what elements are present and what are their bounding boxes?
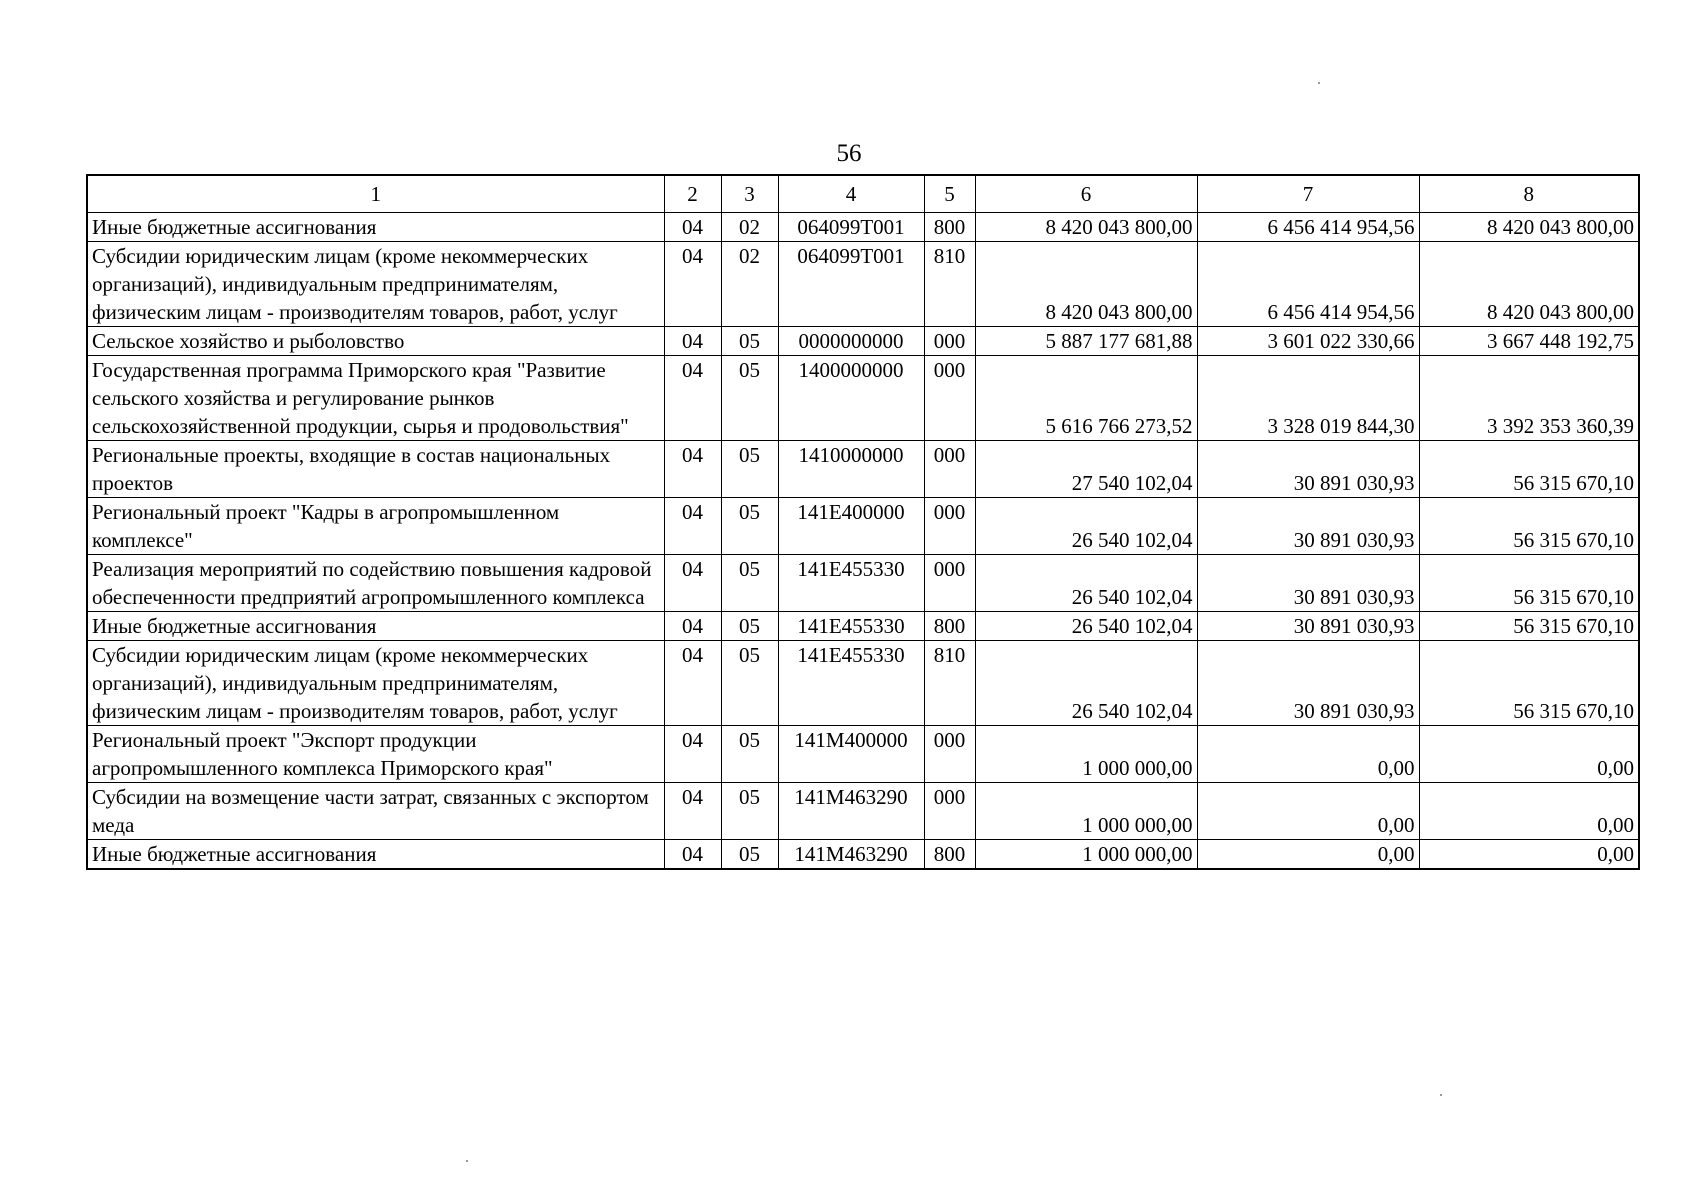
row-amount-7: 30 891 030,93 bbox=[1197, 555, 1419, 612]
row-amount-8: 3 667 448 192,75 bbox=[1419, 327, 1639, 356]
row-amount-8: 56 315 670,10 bbox=[1419, 641, 1639, 726]
row-amount-8: 56 315 670,10 bbox=[1419, 612, 1639, 641]
row-subsection: 05 bbox=[721, 356, 778, 441]
header-col-6: 6 bbox=[975, 175, 1197, 213]
table-row bbox=[87, 242, 1639, 327]
table-row bbox=[87, 783, 1639, 840]
row-section: 04 bbox=[664, 641, 721, 726]
row-amount-6: 5 616 766 273,52 bbox=[975, 356, 1197, 441]
row-target-article: 141Е455330 bbox=[778, 641, 924, 726]
row-expense-type: 810 bbox=[924, 641, 975, 726]
row-amount-6: 26 540 102,04 bbox=[975, 612, 1197, 641]
row-section: 04 bbox=[664, 498, 721, 555]
row-expense-type: 000 bbox=[924, 783, 975, 840]
header-col-1: 1 bbox=[87, 175, 664, 213]
table-row bbox=[87, 356, 1639, 441]
row-amount-6: 1 000 000,00 bbox=[975, 783, 1197, 840]
row-expense-type: 800 bbox=[924, 612, 975, 641]
row-name: Субсидии юридическим лицам (кроме некоммерческих организаций), индивидуальным предпринимателям, физическим лицам - производителям товаров, работ, услуг bbox=[87, 242, 664, 327]
header-col-2: 2 bbox=[664, 175, 721, 213]
row-amount-6: 1 000 000,00 bbox=[975, 726, 1197, 783]
scan-speck bbox=[1440, 1094, 1442, 1096]
row-amount-8: 0,00 bbox=[1419, 726, 1639, 783]
row-name: Иные бюджетные ассигнования bbox=[87, 840, 664, 870]
header-row bbox=[87, 175, 1639, 213]
table-row bbox=[87, 213, 1639, 242]
row-target-article: 0000000000 bbox=[778, 327, 924, 356]
row-amount-8: 56 315 670,10 bbox=[1419, 441, 1639, 498]
row-expense-type: 800 bbox=[924, 213, 975, 242]
row-amount-8: 8 420 043 800,00 bbox=[1419, 213, 1639, 242]
row-section: 04 bbox=[664, 555, 721, 612]
row-section: 04 bbox=[664, 356, 721, 441]
row-amount-6: 1 000 000,00 bbox=[975, 840, 1197, 870]
header-col-7: 7 bbox=[1197, 175, 1419, 213]
budget-table bbox=[86, 174, 1640, 870]
row-amount-7: 3 328 019 844,30 bbox=[1197, 356, 1419, 441]
row-target-article: 141М463290 bbox=[778, 783, 924, 840]
row-name: Субсидии на возмещение части затрат, связанных с экспортом меда bbox=[87, 783, 664, 840]
table-row bbox=[87, 840, 1639, 870]
row-amount-7: 6 456 414 954,56 bbox=[1197, 213, 1419, 242]
row-name: Региональный проект "Экспорт продукции агропромышленного комплекса Приморского края" bbox=[87, 726, 664, 783]
row-target-article: 141М400000 bbox=[778, 726, 924, 783]
row-subsection: 05 bbox=[721, 641, 778, 726]
row-amount-6: 5 887 177 681,88 bbox=[975, 327, 1197, 356]
row-name: Иные бюджетные ассигнования bbox=[87, 612, 664, 641]
row-subsection: 05 bbox=[721, 840, 778, 870]
row-target-article: 141Е455330 bbox=[778, 612, 924, 641]
row-subsection: 05 bbox=[721, 783, 778, 840]
header-col-4: 4 bbox=[778, 175, 924, 213]
scan-speck bbox=[1318, 82, 1320, 84]
table-row bbox=[87, 441, 1639, 498]
row-subsection: 02 bbox=[721, 242, 778, 327]
row-expense-type: 000 bbox=[924, 498, 975, 555]
row-amount-6: 8 420 043 800,00 bbox=[975, 242, 1197, 327]
row-name: Реализация мероприятий по содействию повышения кадровой обеспеченности предприятий агропромышленного комплекса bbox=[87, 555, 664, 612]
row-amount-7: 30 891 030,93 bbox=[1197, 498, 1419, 555]
row-name: Государственная программа Приморского края "Развитие сельского хозяйства и регулирование рынков сельскохозяйственной продукции, сырья и продовольствия" bbox=[87, 356, 664, 441]
row-section: 04 bbox=[664, 327, 721, 356]
row-section: 04 bbox=[664, 612, 721, 641]
row-amount-7: 0,00 bbox=[1197, 783, 1419, 840]
row-subsection: 05 bbox=[721, 555, 778, 612]
row-subsection: 05 bbox=[721, 441, 778, 498]
row-amount-8: 0,00 bbox=[1419, 783, 1639, 840]
row-target-article: 064099Т001 bbox=[778, 213, 924, 242]
header-col-8: 8 bbox=[1419, 175, 1639, 213]
table-row bbox=[87, 498, 1639, 555]
table-row bbox=[87, 726, 1639, 783]
row-name: Региональные проекты, входящие в состав национальных проектов bbox=[87, 441, 664, 498]
row-amount-7: 0,00 bbox=[1197, 726, 1419, 783]
row-section: 04 bbox=[664, 783, 721, 840]
row-expense-type: 000 bbox=[924, 441, 975, 498]
row-expense-type: 000 bbox=[924, 555, 975, 612]
row-subsection: 05 bbox=[721, 327, 778, 356]
row-amount-7: 0,00 bbox=[1197, 840, 1419, 870]
row-amount-8: 8 420 043 800,00 bbox=[1419, 242, 1639, 327]
row-expense-type: 800 bbox=[924, 840, 975, 870]
row-expense-type: 000 bbox=[924, 356, 975, 441]
row-section: 04 bbox=[664, 242, 721, 327]
row-target-article: 141Е455330 bbox=[778, 555, 924, 612]
row-target-article: 1410000000 bbox=[778, 441, 924, 498]
row-amount-8: 56 315 670,10 bbox=[1419, 555, 1639, 612]
row-subsection: 05 bbox=[721, 612, 778, 641]
row-expense-type: 000 bbox=[924, 726, 975, 783]
row-amount-8: 3 392 353 360,39 bbox=[1419, 356, 1639, 441]
row-name: Сельское хозяйство и рыболовство bbox=[87, 327, 664, 356]
row-target-article: 064099Т001 bbox=[778, 242, 924, 327]
row-amount-7: 6 456 414 954,56 bbox=[1197, 242, 1419, 327]
row-amount-7: 30 891 030,93 bbox=[1197, 612, 1419, 641]
row-section: 04 bbox=[664, 213, 721, 242]
row-name: Субсидии юридическим лицам (кроме некоммерческих организаций), индивидуальным предпринимателям, физическим лицам - производителям товаров, работ, услуг bbox=[87, 641, 664, 726]
row-subsection: 05 bbox=[721, 726, 778, 783]
row-target-article: 1400000000 bbox=[778, 356, 924, 441]
row-section: 04 bbox=[664, 840, 721, 870]
table-row bbox=[87, 555, 1639, 612]
row-expense-type: 000 bbox=[924, 327, 975, 356]
row-subsection: 02 bbox=[721, 213, 778, 242]
row-amount-6: 8 420 043 800,00 bbox=[975, 213, 1197, 242]
header-col-3: 3 bbox=[721, 175, 778, 213]
row-amount-6: 26 540 102,04 bbox=[975, 555, 1197, 612]
row-amount-6: 27 540 102,04 bbox=[975, 441, 1197, 498]
row-amount-6: 26 540 102,04 bbox=[975, 641, 1197, 726]
row-section: 04 bbox=[664, 726, 721, 783]
table-row bbox=[87, 641, 1639, 726]
scan-speck bbox=[466, 1160, 468, 1162]
page-number: 56 bbox=[836, 140, 862, 167]
row-name: Региональный проект "Кадры в агропромышленном комплексе" bbox=[87, 498, 664, 555]
table-row bbox=[87, 327, 1639, 356]
header-col-5: 5 bbox=[924, 175, 975, 213]
row-expense-type: 810 bbox=[924, 242, 975, 327]
row-target-article: 141Е400000 bbox=[778, 498, 924, 555]
table-row bbox=[87, 612, 1639, 641]
row-section: 04 bbox=[664, 441, 721, 498]
row-target-article: 141М463290 bbox=[778, 840, 924, 870]
row-name: Иные бюджетные ассигнования bbox=[87, 213, 664, 242]
row-amount-7: 30 891 030,93 bbox=[1197, 441, 1419, 498]
row-amount-8: 56 315 670,10 bbox=[1419, 498, 1639, 555]
row-amount-7: 30 891 030,93 bbox=[1197, 641, 1419, 726]
row-amount-6: 26 540 102,04 bbox=[975, 498, 1197, 555]
row-amount-8: 0,00 bbox=[1419, 840, 1639, 870]
row-amount-7: 3 601 022 330,66 bbox=[1197, 327, 1419, 356]
row-subsection: 05 bbox=[721, 498, 778, 555]
